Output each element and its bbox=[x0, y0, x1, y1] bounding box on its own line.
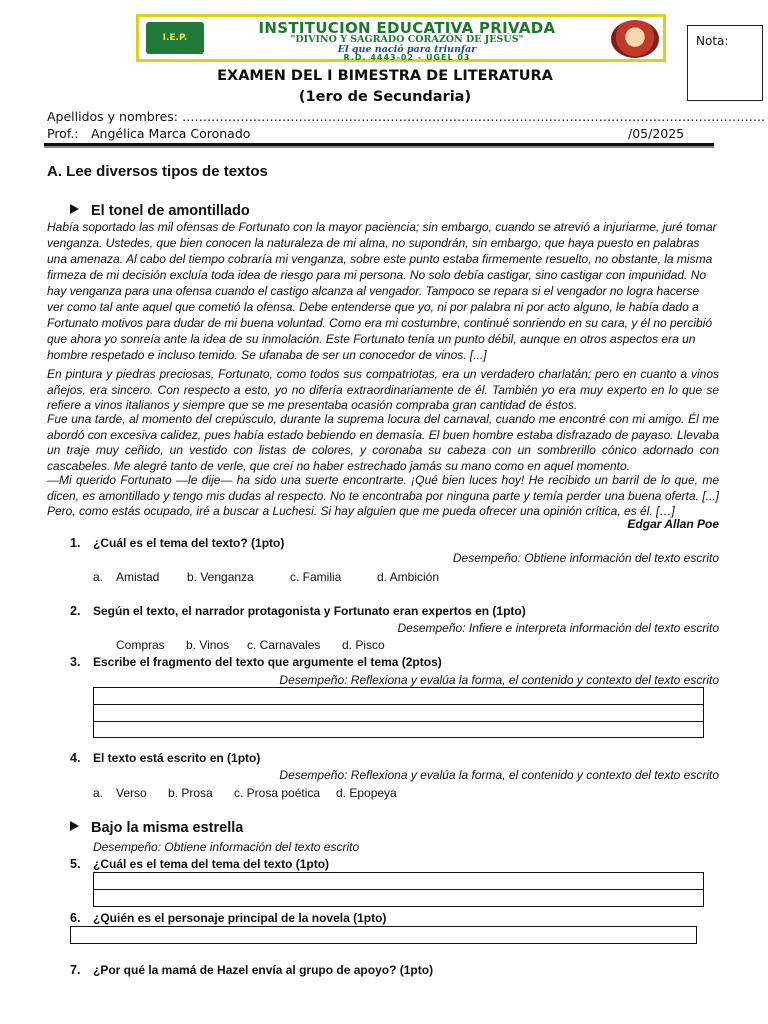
question-number: 6. bbox=[70, 911, 81, 925]
option-d[interactable]: d. Pisco bbox=[342, 638, 385, 652]
option-b[interactable]: b. Vinos bbox=[186, 638, 230, 652]
question-text: ¿Cuál es el tema del tema del texto (1pto) bbox=[93, 857, 330, 871]
option-b[interactable]: b. Venganza bbox=[187, 570, 254, 584]
school-resolution: R.D. 4443-02 - UGEL 03 bbox=[343, 53, 471, 62]
question-text: ¿Por qué la mamá de Hazel envía al grupo de apoyo? (1pto) bbox=[93, 963, 434, 977]
story-paragraph: Fue una tarde, al momento del crepúsculo, durante la suprema locura del carnaval, cuando me encontré con mi amigo. Él me abordó con excesiva calidez, pues había estado bebiendo en demasía. El buen hombre estaba disfrazado de payaso. Llevaba un traje muy ceñido, un vestido con listas de colores, y coronaba su cabeza con un sombrerillo cónico adornado con cascabeles. Me alegré tanto de verle, que creí no haber estrechado jamás su mano como en aquel momento. bbox=[47, 412, 719, 473]
section-a-title: A. Lee diversos tipos de textos bbox=[47, 163, 268, 180]
performance-note: Desempeño: Obtiene información del texto escrito bbox=[93, 840, 360, 854]
question-number: 5. bbox=[70, 857, 81, 871]
story-paragraph: En pintura y piedras preciosas, Fortunato, como todos sus compatriotas, era un verdadero charlatán; pero en cuanto a vinos añejos, era sincero. Con respecto a esto, yo no difería extraordinariamente de él. También yo era muy experto en lo que se refiere a vinos italianos y siempre que se me presentaba ocasión compraba gran cantidad de éstos. bbox=[47, 367, 719, 412]
answer-line[interactable] bbox=[93, 721, 704, 738]
option-a[interactable]: Compras bbox=[116, 638, 165, 652]
option-letter: a. bbox=[93, 570, 104, 584]
story-paragraph: —Mi querido Fortunato —le dije— ha sido una suerte encontrarte. ¡Qué bien luces hoy! He recibido un barril de lo que, me dicen, es amontillado y tengo mis dudas al respecto. No te encontraba por ninguna parte y temía perder una buena oferta. [...] Pero, como estás ocupado, iré a buscar a Luchesi. Si hay alguien que me pueda ofrecer una opinión crítica, es él. […] bbox=[47, 473, 719, 518]
option-letter: a. bbox=[93, 786, 104, 800]
exam-subtitle: (1ero de Secundaria) bbox=[298, 89, 472, 105]
story-title-text: Bajo la misma estrella bbox=[91, 820, 244, 836]
question-text: Escribe el fragmento del texto que argumente el tema (2ptos) bbox=[93, 655, 442, 669]
logo-text: I.E.P. bbox=[162, 33, 188, 43]
prof-name: Angélica Marca Coronado bbox=[91, 126, 251, 141]
header-divider bbox=[44, 143, 714, 146]
arrow-bullet-icon bbox=[70, 821, 79, 831]
school-banner bbox=[136, 14, 666, 62]
question-text: Según el texto, el narrador protagonista y Fortunato eran expertos en (1pto) bbox=[93, 604, 526, 618]
story-author: Edgar Allan Poe bbox=[627, 517, 719, 531]
performance-note: Desempeño: Reflexiona y evalúa la forma, el contenido y contexto del texto escrito bbox=[279, 673, 719, 687]
question-number: 4. bbox=[70, 751, 81, 765]
answer-line[interactable] bbox=[70, 926, 697, 944]
sacred-heart-image bbox=[611, 20, 659, 58]
exam-title: EXAMEN DEL I BIMESTRA DE LITERATURA bbox=[217, 68, 553, 84]
question-number: 3. bbox=[70, 655, 81, 669]
option-b[interactable]: b. Prosa bbox=[168, 786, 213, 800]
option-c[interactable]: c. Familia bbox=[290, 570, 342, 584]
answer-line[interactable] bbox=[93, 687, 704, 705]
performance-note: Desempeño: Reflexiona y evalúa la forma, el contenido y contexto del texto escrito bbox=[279, 768, 719, 782]
answer-line[interactable] bbox=[93, 704, 704, 722]
school-name: INSTITUCION EDUCATIVA PRIVADA bbox=[258, 19, 556, 37]
performance-note: Desempeño: Obtiene información del texto escrito bbox=[452, 551, 719, 565]
option-c[interactable]: c. Prosa poética bbox=[234, 786, 321, 800]
story-title-text: El tonel de amontillado bbox=[91, 203, 250, 219]
question-text: El texto está escrito en (1pto) bbox=[93, 751, 261, 765]
question-number: 2. bbox=[70, 604, 81, 618]
story-title bbox=[70, 203, 250, 219]
option-a[interactable]: Amistad bbox=[116, 570, 160, 584]
question-text: ¿Cuál es el tema del texto? (1pto) bbox=[93, 536, 285, 550]
story-title bbox=[70, 820, 243, 836]
option-d[interactable]: d. Ambición bbox=[377, 570, 440, 584]
option-d[interactable]: d. Epopeya bbox=[336, 786, 397, 800]
performance-note: Desempeño: Infiere e interpreta información del texto escrito bbox=[397, 621, 719, 635]
story-paragraph: Había soportado las mil ofensas de Fortunato con la mayor paciencia; sin embargo, cuando se atrevió a injuriarme, juré tomar venganza. Ustedes, que bien conocen la naturaleza de mi alma, no supondrán, sin embargo, que haya puesto en palabras una amenaza. Al cabo del tiempo cobraría mi venganza, sobre este punto estaba firmemente resuelto, no obstante, la misma firmeza de mi decisión excluía toda idea de riesgo para mi persona. No solo debía castigar, sino castigar con impunidad. No hay venganza para una ofensa cuando el castigo alcanza al vengador. Tampoco se repara si el vengador no logra hacerse ver como tal ante aquel que cometió la ofensa. Debe entenderse que yo, ni por palabra ni por acto alguno, le había dado a Fortunato motivos para dudar de mi buena voluntad. Como era mi costumbre, continué sonriendo en su cara, y él no percibió que ahora yo sonreía ante la idea de su inmolación. Este Fortunato tenía un punto débil, aunque en otros aspectos era un hombre respetado e incluso temido. Se ufanaba de ser un conocedor de vinos. [...] bbox=[47, 220, 717, 362]
student-name-field[interactable]: Apellidos y nombres: ………………………………………………………………………………………………………………………….. bbox=[47, 109, 765, 124]
prof-label: Prof.: bbox=[47, 126, 79, 141]
option-c[interactable]: c. Carnavales bbox=[247, 638, 321, 652]
arrow-bullet-icon bbox=[70, 204, 79, 214]
answer-line[interactable] bbox=[93, 889, 704, 907]
answer-line[interactable] bbox=[93, 872, 704, 890]
school-logo-left bbox=[146, 22, 204, 54]
question-number: 1. bbox=[70, 536, 81, 550]
question-text: ¿Quién es el personaje principal de la novela (1pto) bbox=[93, 911, 387, 925]
exam-date: /05/2025 bbox=[628, 126, 685, 141]
question-number: 7. bbox=[70, 963, 81, 977]
school-subname: "DIVINO Y SAGRADO CORAZÓN DE JESÚS" bbox=[290, 34, 524, 45]
school-motto: El que nació para triunfar bbox=[337, 44, 477, 55]
option-a[interactable]: Verso bbox=[116, 786, 147, 800]
grade-box[interactable] bbox=[687, 25, 763, 101]
grade-label: Nota: bbox=[696, 34, 729, 48]
